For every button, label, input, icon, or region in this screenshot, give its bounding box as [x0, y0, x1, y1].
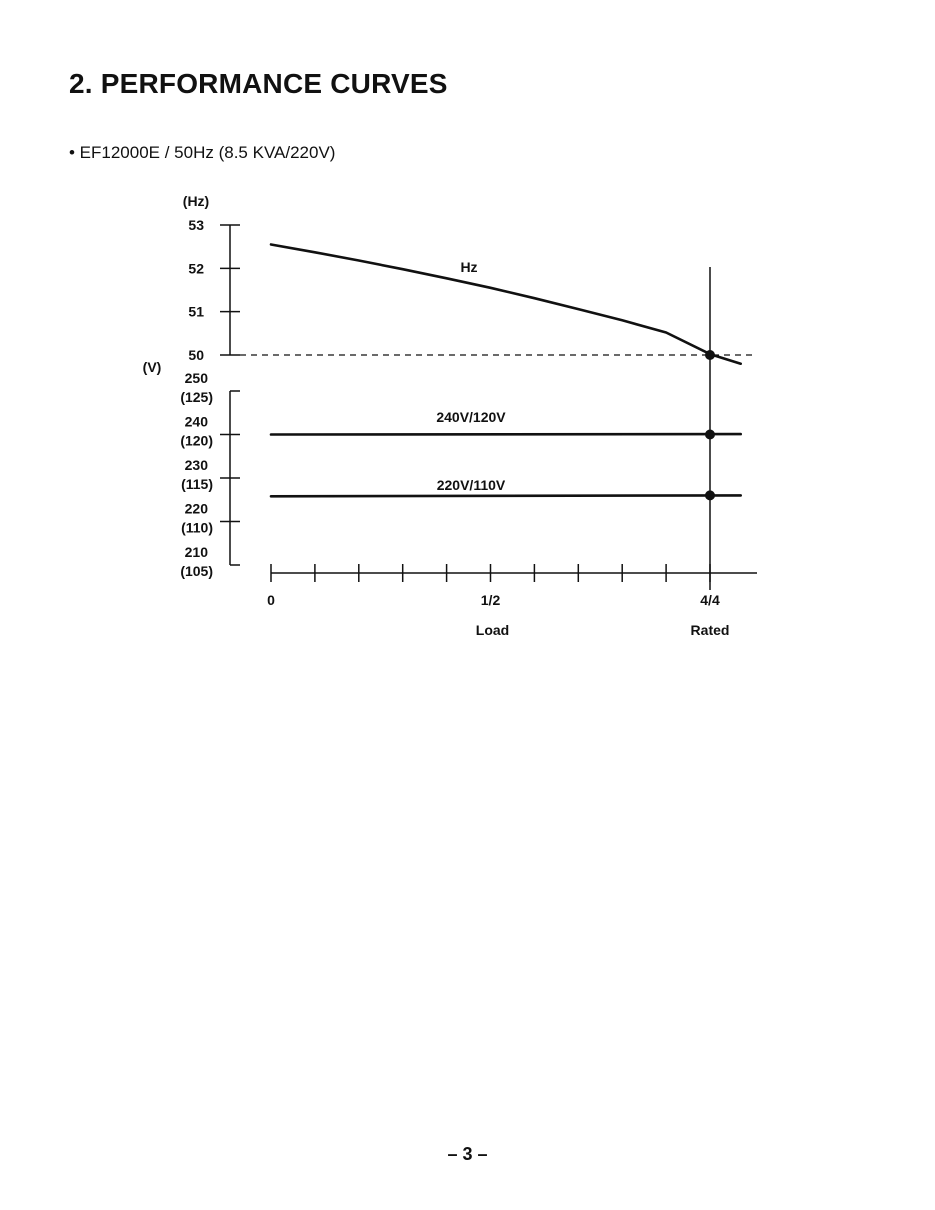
hz-tick-label: 50: [188, 347, 204, 363]
rated-label: Rated: [690, 622, 730, 638]
voltage-tick-label: 240: [184, 413, 208, 430]
series-line-220v-110v: [271, 495, 741, 496]
load-tick-label: 4/4: [700, 592, 720, 608]
rated-point-hz: [705, 350, 715, 360]
voltage-axis-unit: (V): [142, 359, 162, 375]
voltage-tick-label: 230: [184, 457, 208, 473]
model-subtitle: • EF12000E / 50Hz (8.5 KVA/220V): [69, 143, 336, 162]
series-label-240v-120v: 240V/120V: [436, 409, 506, 425]
voltage-tick-label: 220: [184, 500, 208, 517]
series-label-hz: Hz: [460, 259, 478, 275]
hz-tick-label: 52: [188, 260, 204, 277]
voltage-tick-sublabel: (120): [180, 432, 213, 449]
page-number: – 3 –: [447, 1144, 488, 1164]
voltage-tick-sublabel: (115): [181, 476, 213, 492]
load-axis-label: Load: [475, 622, 510, 638]
hz-axis-unit: (Hz): [182, 193, 210, 209]
series-label-220v-110v: 220V/110V: [436, 477, 506, 493]
hz-tick-label: 53: [188, 217, 204, 233]
voltage-tick-sublabel: (125): [180, 389, 213, 405]
load-tick-label: 0: [267, 592, 275, 608]
rated-point-240v-120v: [705, 430, 715, 440]
section-title: 2. PERFORMANCE CURVES: [69, 68, 448, 99]
series-line-hz: [271, 245, 741, 364]
voltage-tick-label: 250: [184, 370, 208, 386]
rated-point-220v-110v: [705, 490, 715, 500]
voltage-tick-label: 210: [184, 544, 208, 560]
voltage-tick-sublabel: (110): [181, 519, 213, 536]
voltage-tick-sublabel: (105): [180, 563, 213, 579]
load-tick-label: 1/2: [480, 592, 501, 608]
hz-tick-label: 51: [188, 303, 204, 320]
